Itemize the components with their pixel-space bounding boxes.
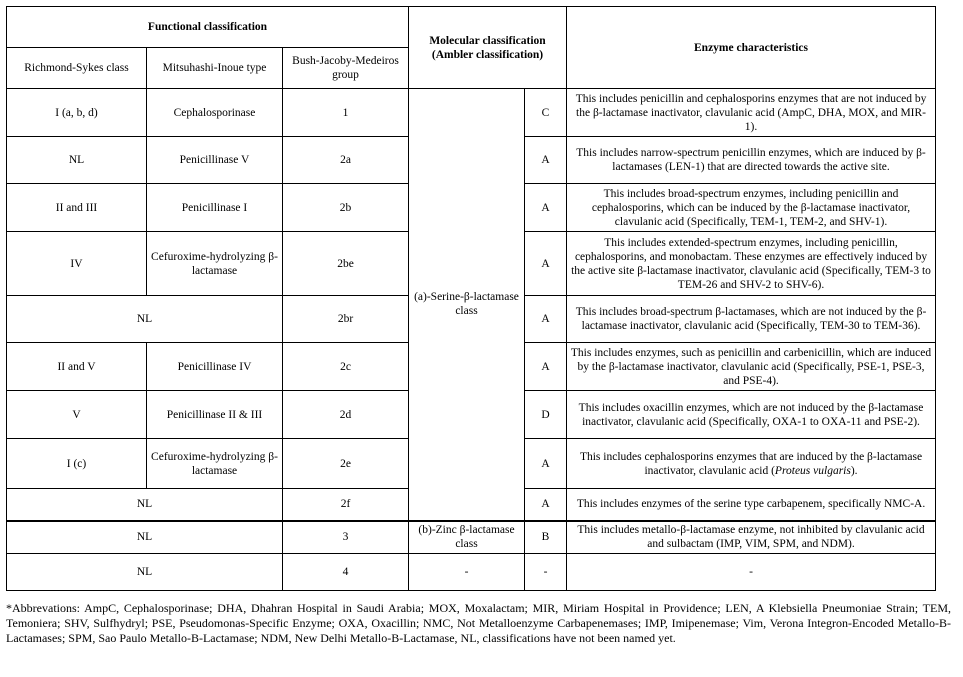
cell-richmond: NL — [7, 489, 283, 521]
cell-mitsuhashi: Cefuroxime-hydrolyzing β-lactamase — [147, 439, 283, 489]
cell-characteristics: This includes metallo-β-lactamase enzyme, not inhibited by clavulanic acid and sulbactam (IMP, VIM, SPM, and NDM). — [567, 521, 936, 554]
abbreviations-footnote: *Abbrevations: AmpC, Cephalosporinase; DHA, Dhahran Hospital in Saudi Arabia; MOX, Moxalactam; MIR, Miriam Hospital in Providence; LEN, A Klebsiella Pneumoniae Strain; TEM, Temoniera; SHV, Sulfhydryl; PSE, Pseudomonas-Specific Enzyme; OXA, Oxacillin; NMC, Not Metalloenzyme Carbapenemases; IMP, Imipenemase; Vim, Verona Integron-Encoded Metallo-B-Lactamases; SPM, Sao Paulo Metallo-B-Lactamase; NDM, New Delhi Metallo-B-Lactamase, NL, classifications have not been named yet. — [6, 601, 951, 645]
cell-group: 2f — [283, 489, 409, 521]
beta-lactamase-classification-table — [6, 6, 936, 591]
cell-richmond: I (c) — [7, 439, 147, 489]
header-mitsuhashi: Mitsuhashi-Inoue type — [147, 48, 283, 89]
cell-mitsuhashi: Penicillinase IV — [147, 343, 283, 391]
cell-group: 2c — [283, 343, 409, 391]
cell-characteristics: This includes oxacillin enzymes, which are not induced by the β-lactamase inactivator, clavulanic acid (Specifically, OXA-1 to OXA-11 and PSE-2). — [567, 391, 936, 439]
cell-richmond: NL — [7, 137, 147, 184]
cell-group: 2a — [283, 137, 409, 184]
cell-ambler: D — [525, 391, 567, 439]
cell-richmond: NL — [7, 554, 283, 591]
cell-characteristics: This includes narrow-spectrum penicillin enzymes, which are induced by β-lactamases (LEN-1) that are directed towards the active site. — [567, 137, 936, 184]
cell-ambler: - — [525, 554, 567, 591]
cell-ambler: A — [525, 232, 567, 296]
cell-ambler: A — [525, 296, 567, 343]
cell-characteristics: This includes enzymes of the serine type carbapenem, specifically NMC-A. — [567, 489, 936, 521]
cell-characteristics: This includes broad-spectrum β-lactamases, which are not induced by the β-lactamase inactivator, clavulanic acid (Specifically, TEM-30 to TEM-36). — [567, 296, 936, 343]
cell-ambler: A — [525, 137, 567, 184]
species-name: Proteus vulgaris — [774, 464, 851, 477]
cell-ambler: C — [525, 89, 567, 137]
cell-richmond: IV — [7, 232, 147, 296]
cell-mitsuhashi: Penicillinase I — [147, 184, 283, 232]
cell-group: 3 — [283, 521, 409, 554]
cell-group: 2b — [283, 184, 409, 232]
cell-group: 2e — [283, 439, 409, 489]
cell-group: 4 — [283, 554, 409, 591]
cell-group: 2br — [283, 296, 409, 343]
table-row — [7, 554, 936, 591]
cell-mitsuhashi: Cefuroxime-hydrolyzing β-lactamase — [147, 232, 283, 296]
cell-zinc-class: (b)-Zinc β-lactamase class — [409, 521, 525, 554]
table-row — [7, 521, 936, 554]
cell-richmond: NL — [7, 521, 283, 554]
table-row — [7, 89, 936, 137]
cell-characteristics: - — [567, 554, 936, 591]
characteristics-text-tail: ). — [850, 464, 858, 477]
cell-richmond: V — [7, 391, 147, 439]
cell-serine-class: (a)-Serine-β-lactamase class — [409, 89, 525, 521]
cell-ambler: A — [525, 343, 567, 391]
cell-ambler: A — [525, 184, 567, 232]
header-richmond: Richmond-Sykes class — [7, 48, 147, 89]
cell-richmond: II and III — [7, 184, 147, 232]
header-row-1 — [7, 7, 936, 48]
cell-characteristics — [567, 439, 936, 489]
cell-group: 2d — [283, 391, 409, 439]
header-bush: Bush-Jacoby-Medeiros group — [283, 48, 409, 89]
cell-group: 1 — [283, 89, 409, 137]
characteristics-text: This includes cephalosporins enzymes that are induced by the β-lactamase inactivator, clavulanic acid ( — [579, 450, 923, 477]
classification-table-container — [6, 6, 935, 591]
cell-richmond: I (a, b, d) — [7, 89, 147, 137]
cell-characteristics: This includes extended-spectrum enzymes, including penicillin, cephalosporins, and monobactam. These enzymes are effectively induced by the active site β-lactamase inactivator, clavulanic acid (Specifically, TEM-3 to TEM-26 and SHV-2 to SHV-6). — [567, 232, 936, 296]
cell-mitsuhashi: Penicillinase V — [147, 137, 283, 184]
cell-characteristics: This includes broad-spectrum enzymes, including penicillin and cephalosporins, which can be induced by the β-lactamase inactivator, clavulanic acid (Specifically, TEM-1, TEM-2, and SHV-1). — [567, 184, 936, 232]
header-enzyme: Enzyme characteristics — [567, 7, 936, 89]
cell-mitsuhashi: Cephalosporinase — [147, 89, 283, 137]
cell-molecular-dash: - — [409, 554, 525, 591]
cell-group: 2be — [283, 232, 409, 296]
cell-characteristics: This includes enzymes, such as penicillin and carbenicillin, which are induced by the β-lactamase inactivator, clavulanic acid (Specifically, PSE-1, PSE-3, and PSE-4). — [567, 343, 936, 391]
cell-ambler: A — [525, 489, 567, 521]
cell-richmond: NL — [7, 296, 283, 343]
cell-mitsuhashi: Penicillinase II & III — [147, 391, 283, 439]
cell-characteristics: This includes penicillin and cephalosporins enzymes that are not induced by the β-lactamase inactivator, clavulanic acid (AmpC, DHA, MOX, and MIR-1). — [567, 89, 936, 137]
header-functional: Functional classification — [7, 7, 409, 48]
header-molecular: Molecular classification (Ambler classification) — [409, 7, 567, 89]
cell-ambler: B — [525, 521, 567, 554]
cell-richmond: II and V — [7, 343, 147, 391]
cell-ambler: A — [525, 439, 567, 489]
